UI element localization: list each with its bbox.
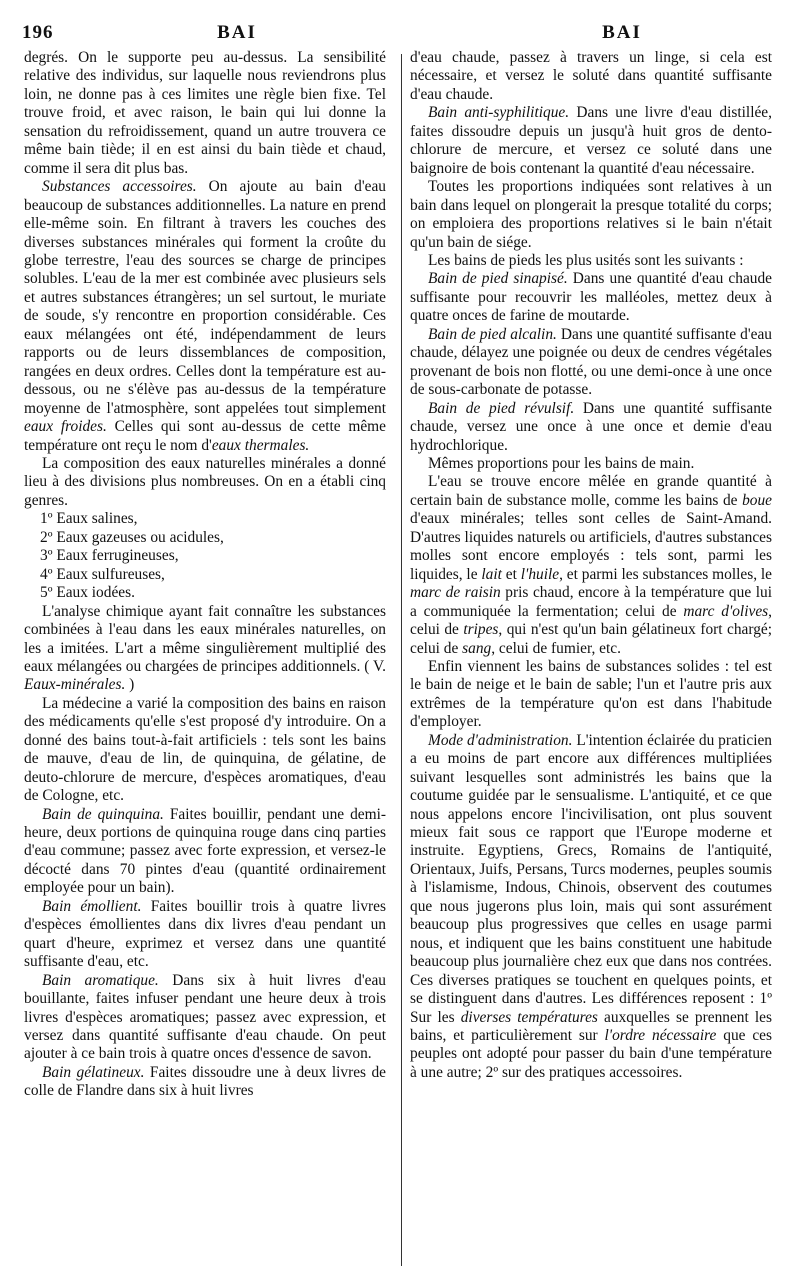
recipe-paragraph: Bain gélatineux. Faites dissoudre une à deux livres de colle de Flandre dans six à huit livres <box>24 1063 386 1100</box>
recipe-title: Bain de quinquina. <box>42 805 164 823</box>
recipe-paragraph: Bain anti-syphilitique. Dans une livre d'eau distillée, faites dissoudre depuis un jusqu'à huit gros de dento-chlorure de mercure, et versez ce soluté dans une baignoire de bois contenant la quantité d'eau nécessaire. <box>410 104 772 177</box>
page-number: 196 <box>22 22 54 43</box>
paragraph: degrés. On le supporte peu au-dessus. La sensibilité relative des individus, sur laquelle nous reviendrons plus loin, ne donne pas à ces limites une règle bien fixe. Tel trouve froid, et avec raison, le bain qui lui donne la sensation du refroidissement, quand un autre trouvera ce même bain tiède; il en est ainsi du bain tiède et chaud, comme il sera dit plus bas. <box>24 49 386 177</box>
section-lead: Substances accessoires. <box>42 178 197 196</box>
recipe-paragraph: Bain de quinquina. Faites bouillir, pendant une demi-heure, deux portions de quinquina rouge dans cinq parties d'eau commune; passez avec forte expression, et versez-le décocté dans 70 pintes d'eau (quantité ordinairement employée pour un bain). <box>24 805 386 897</box>
paragraph: La médecine a varié la composition des bains en raison des médicaments qu'elle s'est proposé d'y introduire. On a donné des bains tout-à-fait artificiels : tels sont les bains de mauve, d'eau de lin, de quinquina, de gélatine, de deuto-chlorure de mercure, d'espèces aromatiques, d'eau de Cologne, etc. <box>24 694 386 805</box>
list-item: 3º Eaux ferrugineuses, <box>40 547 179 565</box>
list-item: 5º Eaux iodées. <box>40 584 135 602</box>
paragraph: L'analyse chimique ayant fait connaître les substances combinées à l'eau dans les eaux minérales naturelles, on les a imitées. L'art a même singulièrement multiplié des eaux mélangées ou chargées de principes additionnels. ( V. Eaux-minérales. ) <box>24 602 386 694</box>
recipe-title: Bain de pied alcalin. <box>428 325 557 343</box>
recipe-title: Bain aromatique. <box>42 971 159 989</box>
recipe-title: Bain de pied révulsif. <box>428 399 575 417</box>
column-divider <box>401 54 402 1266</box>
running-head-right: BAI <box>602 22 642 43</box>
recipe-paragraph: Bain de pied alcalin. Dans une quantité suffisante d'eau chaude, délayez une poignée ou deux de cendres végétales provenant de bois non flotté, ou une demi-once à une once de sous-carbonate de potasse. <box>410 325 772 399</box>
recipe-paragraph: Bain de pied révulsif. Dans une quantité suffisante chaude, versez une once à une once et demie d'eau hydrochlorique. <box>410 399 773 454</box>
recipe-paragraph: Bain émollient. Faites bouillir trois à quatre livres d'espèces émollientes dans dix livres d'eau pendant un quart d'heure, exprimez et versez dans une quantité suffisante d'eau, etc. <box>24 897 386 971</box>
section-lead: Mode d'administration. <box>428 731 573 749</box>
recipe-title: Bain anti-syphilitique. <box>428 104 570 122</box>
left-column <box>24 49 386 1101</box>
recipe-paragraph: Bain aromatique. Dans six à huit livres d'eau bouillante, faites infuser pendant une heure deux à trois livres d'espèces aromatiques; passez avec expression, et versez dans quantité suffisante d'eau chaude. On peut ajouter à ce bain trois à quatre onces d'essence de savon. <box>24 971 386 1063</box>
list-item: 4º Eaux sulfureuses, <box>40 565 165 583</box>
paragraph: Mêmes proportions pour les bains de main. <box>428 454 695 472</box>
recipe-title: Bain gélatineux. <box>42 1063 145 1081</box>
paragraph: Mode d'administration. L'intention éclairée du praticien a eu moins de part encore aux différences multipliées suivant lesquelles sont administrés les bains que la coutume guidée par le sensualisme. L'antiquité, et ce que nous appelons encore l'incivilisation, ont plus souvent mieux fait sous ce rapport que l'Europe moderne et instruite. Egyptiens, Grecs, Romains de l'antiquité, Orientaux, Juifs, Persans, Turcs modernes, peuples soumis à l'islamisme, Indous, Chinois, observent des coutumes que nous jugerons plus loin, mais qui sont assurément beaucoup plus progressives que celles en usage parmi nous, et indiquent que les bains constituent une habitude beaucoup plus journalière chez eux que dans nos contrées. Ces diverses pratiques se touchent en quelques points, et se distinguent dans d'autres. Les différences reposent : 1º Sur les diverses températures auxquelles se prennent les bains, et particulièrement sur l'ordre nécessaire que ces peuples ont adopté pour passer du bain d'une température à une autre; 2º sur des pratiques accessoires. <box>410 731 773 1081</box>
recipe-paragraph: Bain de pied sinapisé. Dans une quantité d'eau chaude suffisante pour recouvrir les malléoles, mettez deux à quatre onces de farine de moutarde. <box>410 270 772 325</box>
paragraph: Toutes les proportions indiquées sont relatives à un bain dans lequel on plongerait la presque totalité du corps; on emploiera des proportions relatives si le bain n'était qu'un bain de siége. <box>410 178 772 251</box>
list-item: 1º Eaux salines, <box>40 510 138 528</box>
list-item: 2º Eaux gazeuses ou acidules, <box>40 528 224 546</box>
right-column <box>410 49 772 1082</box>
recipe-title: Bain de pied sinapisé. <box>428 270 568 288</box>
page-header <box>22 22 782 48</box>
recipe-title: Bain émollient. <box>42 897 142 915</box>
paragraph: La composition des eaux naturelles minérales a donné lieu à des divisions plus nombreuses. On en a établi cinq genres. <box>24 454 386 509</box>
paragraph: d'eau chaude, passez à travers un linge, si cela est nécessaire, et versez le soluté dans quantité suffisante d'eau chaude. <box>410 49 772 103</box>
paragraph: Enfin viennent les bains de substances solides : tel est le bain de neige et le bain de sable; l'un et l'autre pris aux extrêmes de la température qu'on est dans l'habitude d'employer. <box>410 657 772 731</box>
paragraph: Les bains de pieds les plus usités sont les suivants : <box>428 251 744 269</box>
running-head-left: BAI <box>217 22 257 43</box>
paragraph: L'eau se trouve encore mêlée en grande quantité à certain bain de substance molle, comme les bains de boue d'eaux minérales; telles sont celles de Saint-Amand. D'autres liquides naturels ou artificiels, d'autres substances molles sont encore employés : tels sont, parmi les liquides, le lait et l'huile, et parmi les substances molles, le marc de raisin pris chaud, encore à la température que lui a communiquée la fermentation; celui de marc d'olives, celui de tripes, qui n'est qu'un bain gélatineux fort chargé; celui de sang, celui de fumier, etc. <box>410 473 773 657</box>
paragraph: Substances accessoires. On ajoute au bain d'eau beaucoup de substances additionnelles. La nature en prend elle-même soin. En filtrant à travers les couches des diverses substances minérales qui forment la croûte du globe terrestre, l'eau des sources se charge de principes solubles. L'eau de la mer est combinée avec plusieurs sels et autres substances étrangères; un sel surtout, le muriate de soude, s'y rencontre en proportion considérable. Ces eaux mélangées ont été, indépendamment de leurs rapports ou de leurs dissemblances de composition, rangées en deux ordres. Celles dont la température est au-dessous, ou ne s'élève pas au-dessus de la température moyenne de l'atmosphère, sont appelées tout simplement eaux froides. Celles qui sont au-dessus de cette même température ont reçu le nom d'eaux thermales. <box>24 178 386 454</box>
